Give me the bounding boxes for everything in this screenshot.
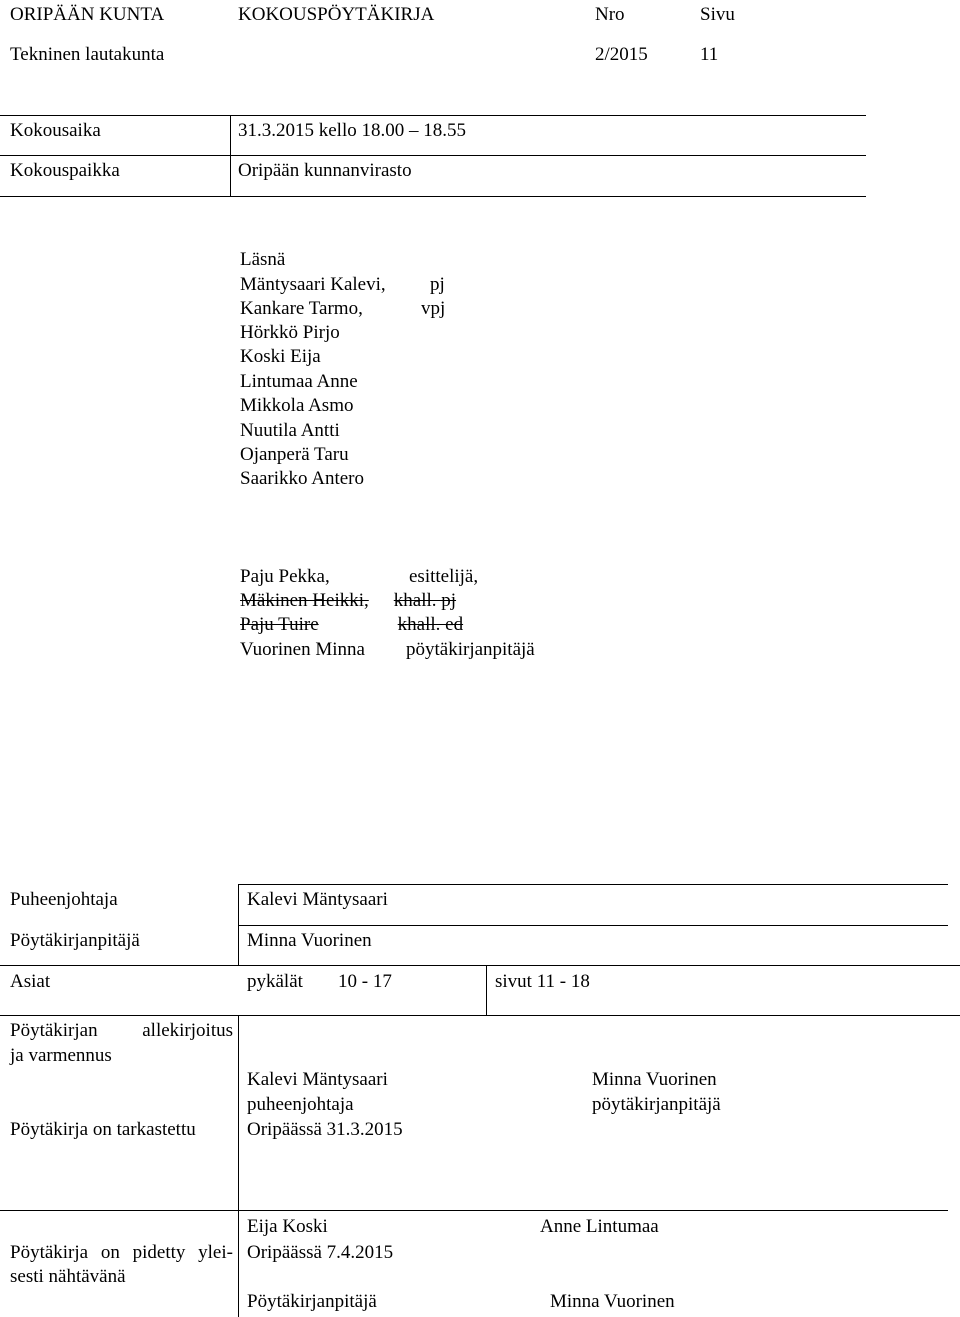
asiat-label: Asiat — [10, 971, 51, 992]
other-attendee-role: esittelijä, — [409, 566, 479, 587]
attendees-heading: Läsnä — [240, 249, 286, 270]
meeting-place-label: Kokouspaikka — [10, 160, 120, 181]
signer-chair-name: Kalevi Mäntysaari — [247, 1069, 388, 1090]
signer-chair-role: puheenjohtaja — [247, 1094, 354, 1115]
document-type: KOKOUSPÖYTÄKIRJA — [238, 4, 435, 25]
attendee-name: Saarikko Antero — [240, 468, 365, 489]
other-attendee-role: khall. ed — [397, 614, 464, 635]
signing-label-word: Pöytäkirjan — [10, 1020, 98, 1041]
other-attendee-name: Paju Tuire — [240, 614, 319, 635]
public-label-line2: sesti nähtävänä — [10, 1266, 126, 1287]
other-attendee-name: Paju Pekka, — [240, 566, 330, 587]
signing-label-line2: ja varmennus — [10, 1045, 112, 1066]
signer-secretary-role: pöytäkirjanpitäjä — [592, 1094, 721, 1115]
document-number: 2/2015 — [595, 44, 648, 65]
attendee-name: Mäntysaari Kalevi, — [240, 274, 386, 295]
signing-label-line1 — [10, 1021, 233, 1040]
attendee-name: Kankare Tarmo, — [240, 298, 363, 319]
sivu-label: Sivu — [700, 4, 735, 25]
other-attendee-role: pöytäkirjanpitäjä — [406, 639, 535, 660]
table-rule — [0, 115, 866, 116]
chair-label: Puheenjohtaja — [10, 889, 118, 910]
signing-label-word: allekirjoitus — [142, 1020, 233, 1041]
attendee-name: Hörkkö Pirjo — [240, 322, 340, 343]
public-label-word: pidetty — [132, 1242, 186, 1263]
public-label-word: ylei- — [198, 1242, 233, 1263]
attendee-name: Lintumaa Anne — [240, 371, 358, 392]
table-divider — [238, 1015, 239, 1317]
meeting-time-label: Kokousaika — [10, 120, 101, 141]
pykalat-label: pykälät — [247, 971, 303, 992]
attendee-name: Mikkola Asmo — [240, 395, 354, 416]
other-attendee-role: khall. pj — [393, 590, 457, 611]
table-rule — [0, 1210, 948, 1211]
board-name: Tekninen lautakunta — [10, 44, 165, 65]
table-divider — [238, 884, 239, 965]
meeting-time-value: 31.3.2015 kello 18.00 – 18.55 — [238, 120, 466, 141]
public-signer-role: Pöytäkirjanpitäjä — [247, 1291, 377, 1312]
table-rule — [238, 884, 948, 885]
table-rule — [238, 925, 948, 926]
other-attendee-name: Vuorinen Minna — [240, 639, 365, 660]
other-attendee-struck — [240, 591, 480, 610]
public-label-word: Pöytäkirja — [10, 1242, 89, 1263]
inspector-name: Eija Koski — [247, 1216, 328, 1237]
sivut-range: sivut 11 - 18 — [495, 971, 590, 992]
table-rule — [0, 965, 960, 966]
secretary-label: Pöytäkirjanpitäjä — [10, 930, 140, 951]
other-attendee-name: Mäkinen Heikki, — [240, 590, 369, 611]
checked-label: Pöytäkirja on tarkastettu — [10, 1119, 196, 1140]
checked-place-date: Oripäässä 31.3.2015 — [247, 1119, 403, 1140]
table-divider — [486, 965, 487, 1015]
public-place-date: Oripäässä 7.4.2015 — [247, 1242, 394, 1263]
table-rule — [0, 196, 866, 197]
public-label-word: on — [100, 1242, 120, 1263]
chair-name: Kalevi Mäntysaari — [247, 889, 388, 910]
table-rule — [0, 155, 866, 156]
public-signer-name: Minna Vuorinen — [550, 1291, 675, 1312]
attendee-name: Nuutila Antti — [240, 420, 340, 441]
nro-label: Nro — [595, 4, 625, 25]
municipality-name: ORIPÄÄN KUNTA — [10, 4, 165, 25]
signer-secretary-name: Minna Vuorinen — [592, 1069, 717, 1090]
page-number: 11 — [700, 44, 719, 65]
attendee-role: pj — [430, 274, 445, 295]
attendee-role: vpj — [421, 298, 446, 319]
pykalat-value: 10 - 17 — [338, 971, 392, 992]
attendee-name: Koski Eija — [240, 346, 321, 367]
attendee-name: Ojanperä Taru — [240, 444, 349, 465]
other-attendee-struck — [240, 615, 480, 634]
table-divider — [230, 115, 231, 196]
secretary-name: Minna Vuorinen — [247, 930, 372, 951]
table-rule — [0, 1015, 960, 1016]
inspector-name: Anne Lintumaa — [540, 1216, 659, 1237]
public-label-line1 — [10, 1243, 233, 1262]
meeting-place-value: Oripään kunnanvirasto — [238, 160, 412, 181]
